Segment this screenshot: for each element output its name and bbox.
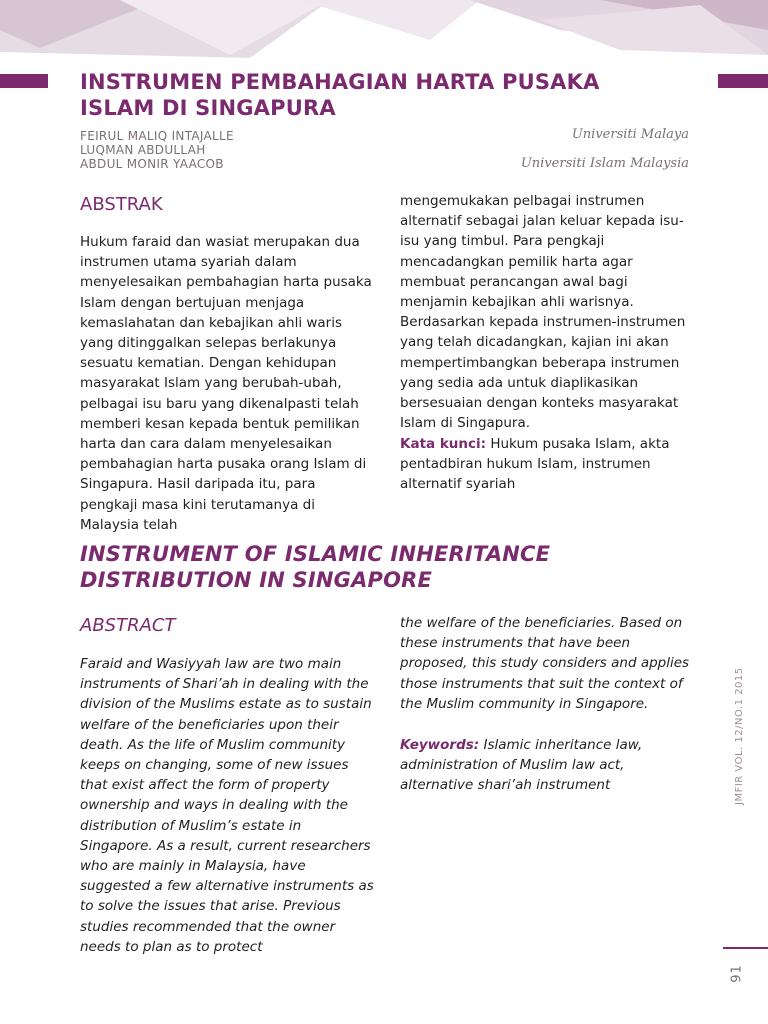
journal-reference-text: JMFIR VOL. 12/NO.1 2015 [734,667,745,805]
abstract-column-1: Faraid and Wasiyyah law are two main instruments of Shari’ah in dealing with the division of the Muslims estate as to sustain welfare of the beneficiaries upon their death. As the life of Muslim community keeps on changing, some of new issues that exist affect the form of property ownership and ways in dealing with the distribution of Muslim’s estate in Singapore. As a result, current researchers who are mainly in Malaysia, have suggested a few alternative instruments as to solve the issues that arise. Previous studies recommended that the owner needs to plan as to protect [80,656,374,955]
abstrak-column-1: Hukum faraid dan wasiat merupakan dua instrumen utama syariah dalam menyelesaikan pembahagian harta pusaka Islam dengan bertujuan menjaga kemaslahatan dan kebajikan ahli waris yang ditinggalkan selepas berlakunya sesuatu kematian. Dengan kehidupan masyarakat Islam yang berubah-ubah, pelbagai isu baru yang dikenalpasti telah memberi kesan kepada bentuk pemilikan harta dan cara dalam menyelesaikan pembahagian harta pusaka orang Islam di Singapura. Hasil daripada itu, para pengkaji masa kini terutamanya di Malaysia telah [80,234,372,533]
left-accent-bar [0,74,48,88]
affiliation-2: Universiti Islam Malaysia [520,156,689,171]
abstrak-heading: ABSTRAK [80,194,163,215]
author-name: LUQMAN ABDULLAH [80,143,206,157]
side-divider [723,947,768,949]
keywords-label: Keywords: [400,737,480,753]
page-number: 91 [729,964,745,983]
right-accent-bar [718,74,768,88]
english-title [80,541,680,593]
kata-kunci-label: Kata kunci: [400,436,487,452]
kata-kunci [400,434,696,495]
kata-kunci-text: Hukum pusaka Islam, akta pentadbiran hukum Islam, instrumen alternatif syariah [400,436,670,493]
english-title-line2: DISTRIBUTION IN SINGAPORE [80,568,433,592]
abstrak-column-2: mengemukakan pelbagai instrumen alternatif sebagai jalan keluar kepada isu-isu yang timbul. Para pengkaji mencadangkan pemilik harta agar membuat perancangan awal bagi menjamin kebajikan ahli warisnya. Berdasarkan kepada instrumen-instrumen yang telah dicadangkan, kajian ini akan mempertimbangkan beberapa instrumen yang sedia ada untuk diaplikasikan bersesuaian dengan konteks masyarakat Islam di Singapura. [400,193,686,432]
author-name: FEIRUL MALIQ INTAJALLE [80,129,234,143]
affiliation-1: Universiti Malaya [571,127,689,142]
keywords-text: Islamic inheritance law, administration of Muslim law act, alternative shari’ah instrument [400,737,643,794]
malay-title [80,69,680,121]
keywords [400,735,696,796]
header-decoration [0,0,768,70]
malay-title-line1: INSTRUMEN PEMBAHAGIAN HARTA PUSAKA [80,70,600,94]
english-title-line1: INSTRUMENT OF ISLAMIC INHERITANCE [80,542,551,566]
abstract-column-2: the welfare of the beneficiaries. Based on these instruments that have been proposed, this study considers and applies those instruments that suit the context of the Muslim community in Singapore. [400,615,690,712]
author-name: ABDUL MONIR YAACOB [80,157,224,171]
abstract-heading: ABSTRACT [80,615,176,636]
author-list [80,129,400,171]
malay-title-line2: ISLAM DI SINGAPURA [80,96,336,120]
